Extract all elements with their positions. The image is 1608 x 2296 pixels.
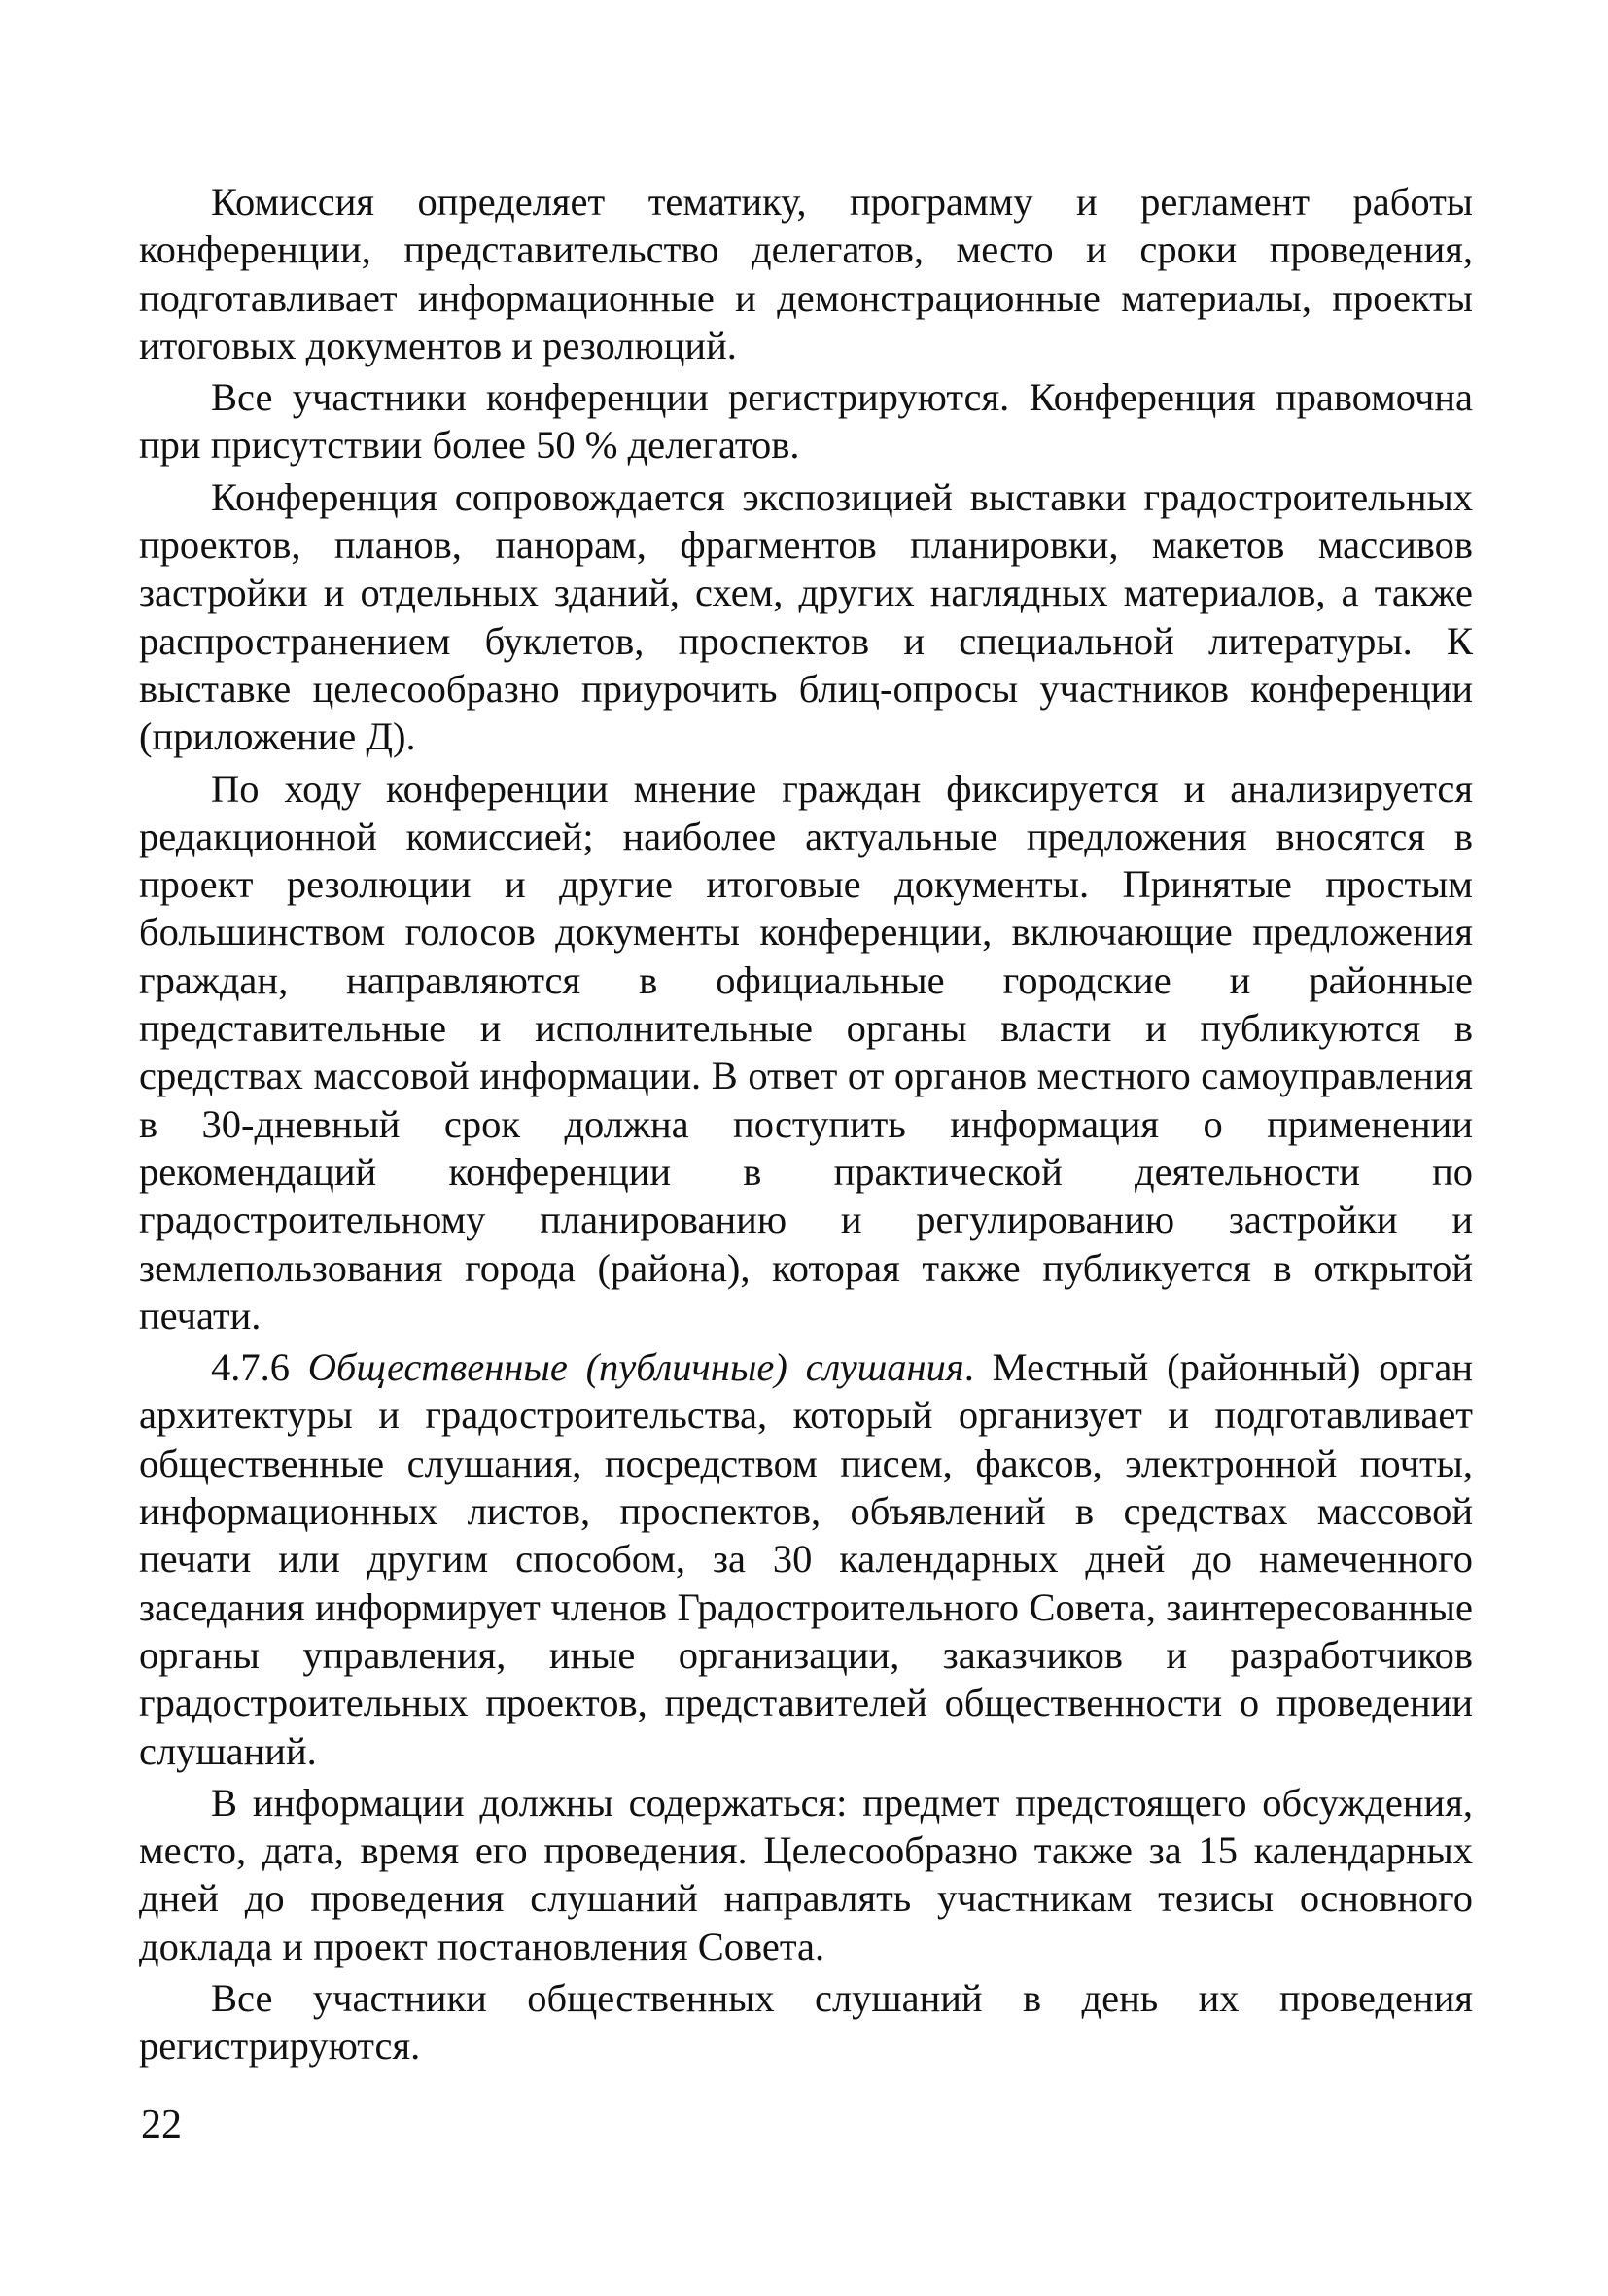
paragraph-information-content: В информации должны содержаться: предмет предстоящего обсуждения, место, дата, время его проведения. Целесообразно также за 15 календарных дней до проведения слушаний направлять участникам тезисы основного доклада и проект постановления Совета. xyxy=(139,1780,1473,1968)
paragraph-citizen-opinion: По ходу конференции мнение граждан фиксируется и анализируется редакционной комиссией; наиболее актуальные предложения вносятся в проект резолюции и другие итоговые документы. Принятые простым большинством голосов документы конференции, включающие предложения граждан, направляются в официальные городские и районные представительные и исполнительные органы власти и публикуются в средствах массовой информации. В ответ от органов местного самоуправления в 30-дневный срок должна поступить информация о применении рекомендаций конференции в практической деятельности по градостроительному планированию и регулированию застройки и землепользования города (района), которая также публикуется в открытой печати. xyxy=(139,766,1473,1338)
section-4-7-6 xyxy=(139,1343,1473,1775)
body-text xyxy=(139,178,1473,2070)
section-text: . Местный (районный) орган архитектуры и градостроительства, который организует и подготавливает общественные слушания, посредством писем, факсов, электронной почты, информационных листов, проспектов, объявлений в средствах массовой печати или другим способом, за 30 календарных дней до намеченного заседания информирует членов Градостроительного Совета, заинтересованные органы управления, иные организации, заказчиков и разработчиков градостроительных проектов, представителей общественности о проведении слушаний. xyxy=(139,1345,1473,1773)
section-heading: Общественные (публичные) слушания xyxy=(307,1345,964,1390)
paragraph-commission: Комиссия определяет тематику, программу и регламент работы конференции, представительство делегатов, место и сроки проведения, подготавливает информационные и демонстрационные материалы, проекты итоговых документов и резолюций. xyxy=(139,180,1473,367)
paragraph-exhibition: Конференция сопровождается экспозицией выставки градостроительных проектов, планов, панорам, фрагментов планировки, макетов массивов застройки и отдельных зданий, схем, других наглядных материалов, а также распространением буклетов, проспектов и специальной литературы. К выставке целесообразно приурочить блиц-опросы участников конференции (приложение Д). xyxy=(139,474,1473,759)
section-number: 4.7.6 xyxy=(211,1345,290,1390)
paragraph-hearing-registration: Все участники общественных слушаний в день их проведения регистрируются. xyxy=(139,1975,1473,2069)
paragraph-registration: Все участники конференции регистрируются. Конференция правомочна при присутствии более 50 % делегатов. xyxy=(139,375,1473,468)
page-number: 22 xyxy=(141,2103,182,2147)
